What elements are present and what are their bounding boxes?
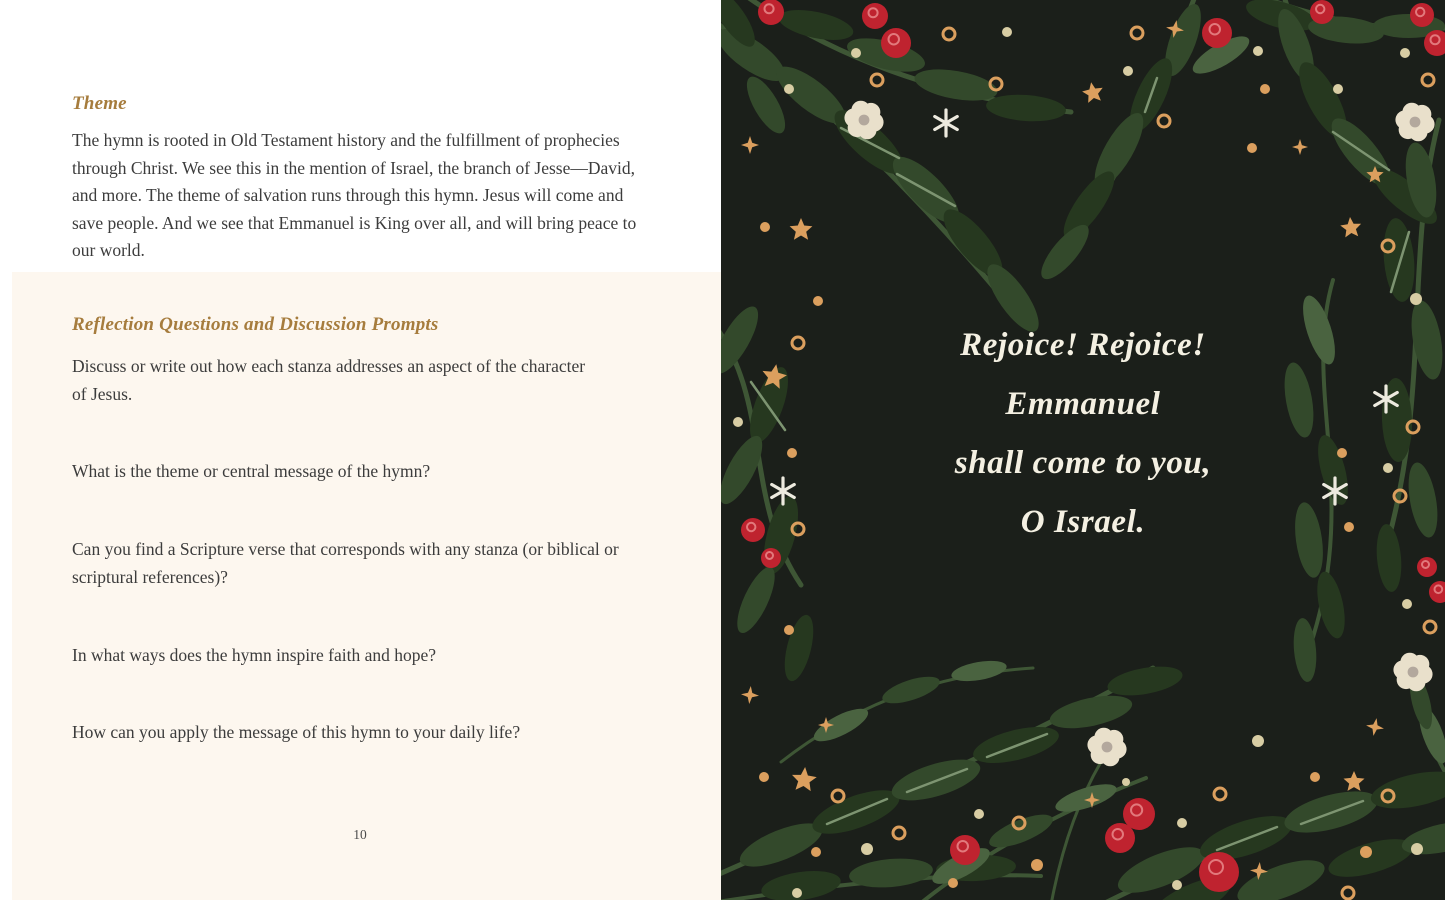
flower-center [1410,117,1421,128]
star-five-icon [790,218,813,240]
leaf [1052,779,1119,818]
reflection-heading: Reflection Questions and Discussion Prompts [72,314,439,335]
ring-dot [832,790,844,802]
ring-dot [1214,788,1226,800]
theme-paragraph: The hymn is rooted in Old Testament history and the fulfillment of prophecies through Christ. We see this in the mention of Israel, the branch of Jesse—David, and more. The theme of salvation runs through this hymn. Jesus will come and save people. And we see that Emmanuel is King over all, and will bring peace to our world. [72,130,637,260]
flower-center [859,115,870,126]
leaf [1368,765,1445,815]
dot [1333,84,1343,94]
right-page [721,0,1445,900]
dot [1310,772,1320,782]
dot [1400,48,1410,58]
dot [1002,27,1012,37]
leaf [879,671,942,709]
dot [974,809,984,819]
leaf [848,855,934,890]
dot [1411,843,1423,855]
dot [760,222,770,232]
page-number: 10 [353,827,367,842]
dot [811,847,821,857]
star-four-icon [1292,139,1308,155]
dot [1410,293,1422,305]
dot [1260,84,1270,94]
hymn-quote [721,316,1445,552]
dot [861,843,873,855]
ring-dot [1158,115,1170,127]
dot [1253,46,1263,56]
star-five-icon [792,767,817,791]
ring-dot [893,827,905,839]
quote-line: Emmanuel [1005,386,1161,422]
leaf [1055,165,1122,245]
berry [1199,852,1239,892]
leaf [985,808,1056,854]
dot [759,772,769,782]
star-five-icon [1344,771,1365,791]
leaf [1325,831,1418,884]
dot [784,84,794,94]
ring-dot [1424,621,1436,633]
question-item: What is the theme or central message of the hymn? [72,461,431,481]
dot [1402,599,1412,609]
dot [1360,846,1372,858]
dot [1123,66,1133,76]
leaf [730,562,782,637]
leaf [1105,662,1184,701]
dot [792,888,802,898]
ring-dot [1422,74,1434,86]
dot [851,48,861,58]
dot [948,878,958,888]
dot [1172,880,1182,890]
leaf [950,657,1008,684]
star-five-icon [1340,217,1361,237]
ring-dot [871,74,883,86]
star-four-icon [1366,718,1384,736]
ring-dot [1342,887,1354,899]
question-item: In what ways does the hymn inspire faith and hope? [72,645,437,665]
question-item: How can you apply the message of this hymn to your daily life? [72,722,521,742]
dot [1177,818,1187,828]
flower-center [1408,667,1419,678]
dot [1122,778,1130,786]
star-four-icon [741,136,759,154]
left-page [0,0,721,900]
quote-line: shall come to you, [954,445,1212,481]
dot [813,296,823,306]
star-five-icon [1082,82,1103,103]
quote-line: Rejoice! Rejoice! [960,327,1206,363]
dot [1247,143,1257,153]
ring-dot [943,28,955,40]
leaf [779,612,819,684]
question-item: Can you find a Scripture verse that corresponds with any stanza (or biblical or scriptural references)? [72,539,619,587]
question-item: Discuss or write out how each stanza addresses an aspect of the character of Jesus. [72,356,586,404]
leaf [1380,217,1417,303]
flower-center [1102,742,1113,753]
dot [1031,859,1043,871]
leaf [1047,690,1135,735]
leaf [1312,569,1350,641]
dot [1252,735,1264,747]
leaf [985,92,1067,124]
branch-stem [1051,752,1107,900]
leaf [1232,851,1329,900]
dot [784,625,794,635]
quote-line: O Israel. [1020,504,1146,540]
star-four-icon [741,686,759,704]
ring-dot [1131,27,1143,39]
theme-heading: Theme [72,93,127,114]
